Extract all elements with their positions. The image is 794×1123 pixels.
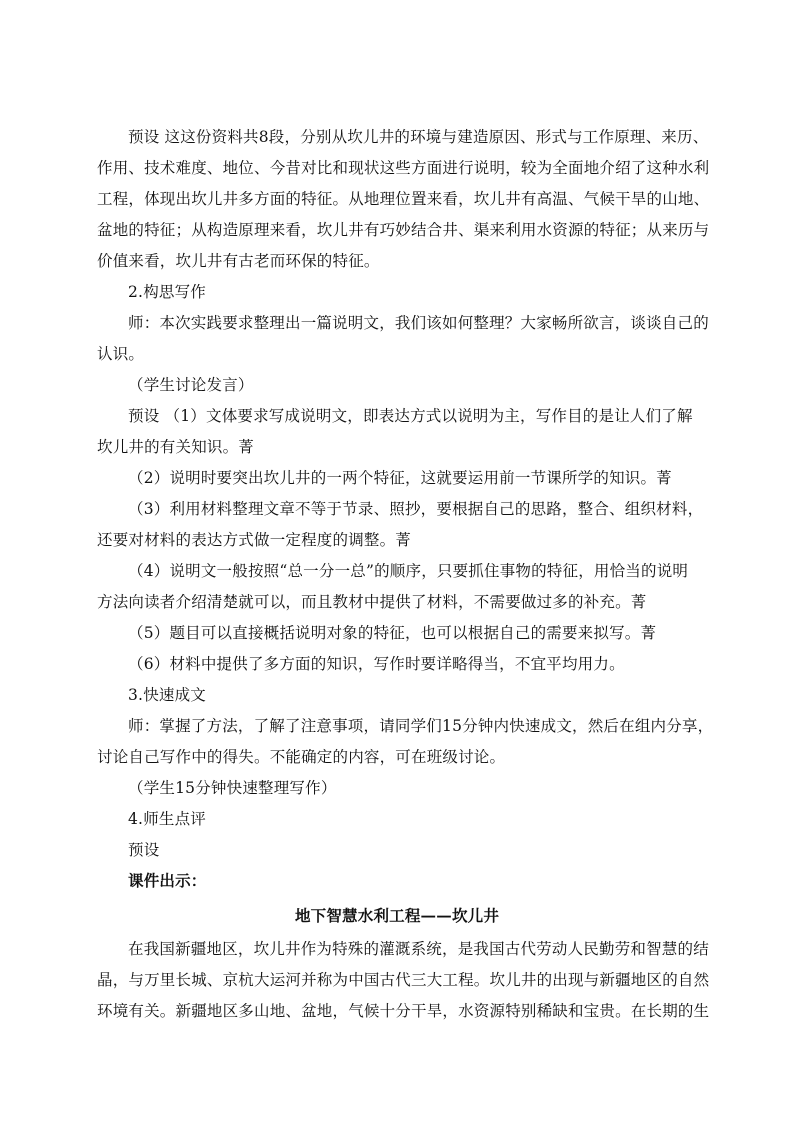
preset-point-2: （2）说明时要突出坎儿井的一两个特征，这就要运用前一节课所学的知识。菁 xyxy=(128,469,672,487)
preset-point-4-line-1: （4）说明文一般按照“总一分一总”的顺序，只要抓住事物的特征，用恰当的说明 xyxy=(128,562,689,580)
paragraph-preset-line-5: 价值来看，坎儿井有古老而环保的特征。 xyxy=(97,252,380,270)
preset-point-1-line-1: 预设 （1）文体要求写成说明文，即表达方式以说明为主，写作目的是让人们了解 xyxy=(128,407,693,425)
essay-line-2: 晶，与万里长城、京杭大运河并称为中国古代三大工程。坎儿井的出现与新疆地区的自然 xyxy=(97,971,710,989)
teacher-question-line-1: 师：本次实践要求整理出一篇说明文，我们该如何整理？大家畅所欲言，谈谈自己的 xyxy=(128,314,709,332)
preset-point-3-line-1: （3）利用材料整理文章不等于节录、照抄，要根据自己的思路，整合、组织材料， xyxy=(128,500,704,518)
teacher-question-line-2: 认识。 xyxy=(97,345,145,363)
preset-label: 预设 xyxy=(128,841,160,859)
student-writing-note: （学生15分钟快速整理写作） xyxy=(128,779,337,797)
paragraph-preset-line-2: 作用、技术难度、地位、今昔对比和现状这些方面进行说明，较为全面地介绍了这种水利 xyxy=(97,159,710,177)
preset-point-4-line-2: 方法向读者介绍清楚就可以，而且教材中提供了材料，不需要做过多的补充。菁 xyxy=(97,593,647,611)
section-heading-2: 2.构思写作 xyxy=(128,283,206,301)
teacher-instruction-line-2: 讨论自己写作中的得失。不能确定的内容，可在班级讨论。 xyxy=(97,748,506,766)
section-heading-4: 4.师生点评 xyxy=(128,810,206,828)
preset-point-6: （6）材料中提供了多方面的知识，写作时要详略得当，不宜平均用力。 xyxy=(128,655,625,673)
essay-title: 地下智慧水利工程——坎儿井 xyxy=(294,906,500,925)
preset-point-5: （5）题目可以直接概括说明对象的特征，也可以根据自己的需要来拟写。菁 xyxy=(128,624,657,642)
preset-point-1-line-2: 坎儿井的有关知识。菁 xyxy=(97,438,255,456)
preset-point-3-line-2: 还要对材料的表达方式做一定程度的调整。菁 xyxy=(97,531,412,549)
section-heading-3: 3.快速成文 xyxy=(128,686,206,704)
paragraph-preset-line-1: 预设 这这份资料共8段，分别从坎儿井的环境与建造原因、形式与工作原理、来历、 xyxy=(128,128,709,146)
teacher-instruction-line-1: 师：掌握了方法，了解了注意事项，请同学们15分钟内快速成文，然后在组内分享， xyxy=(128,717,714,735)
essay-line-1: 在我国新疆地区，坎儿井作为特殊的灌溉系统，是我国古代劳动人民勤劳和智慧的结 xyxy=(128,940,709,958)
student-discussion-note: （学生讨论发言） xyxy=(128,376,254,394)
paragraph-preset-line-4: 盆地的特征；从构造原理来看，坎儿井有巧妙结合井、渠来利用水资源的特征；从来历与 xyxy=(97,221,710,239)
paragraph-preset-line-3: 工程，体现出坎儿井多方面的特征。从地理位置来看，坎儿井有高温、气候干旱的山地、 xyxy=(97,190,710,208)
essay-line-3: 环境有关。新疆地区多山地、盆地，气候十分干旱，水资源特别稀缺和宝贵。在长期的生 xyxy=(97,1002,710,1020)
courseware-label: 课件出示： xyxy=(128,871,207,890)
